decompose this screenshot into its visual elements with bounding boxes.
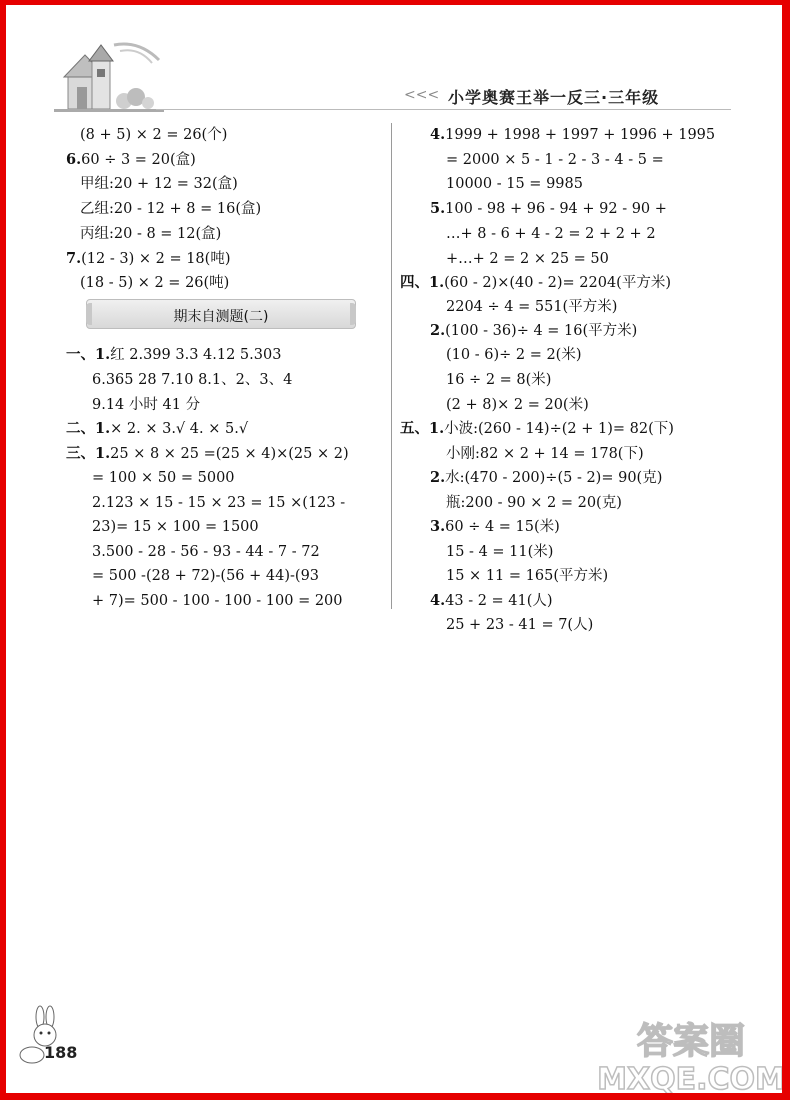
answer-text: 23)= 15 × 100 = 1500 [92,519,259,535]
answer-line [92,542,320,562]
answer-text: 6.365 28 7.10 8.1、2、3、4 [92,372,293,388]
answer-line [446,174,583,194]
answer-text: 60 ÷ 4 = 15(米) [445,519,560,535]
book-title: 小学奥赛王举一反三·三年级 [448,88,660,107]
question-number: 3. [430,518,446,535]
answer-text: = 2000 × 5 - 1 - 2 - 3 - 4 - 5 = [446,152,664,168]
answer-line [66,249,230,269]
answer-text: (100 - 36)÷ 4 = 16(平方米) [445,323,638,339]
answer-text: 15 - 4 = 11(米) [446,544,554,560]
answer-line [400,273,671,293]
answer-line [446,224,656,244]
page-number: 188 [44,1043,78,1062]
answer-text: 16 ÷ 2 = 8(米) [446,372,552,388]
answer-line [446,249,609,269]
answer-text: (12 - 3) × 2 = 18(吨) [81,251,231,267]
page-number-area [18,1005,98,1075]
answer-line [80,125,227,145]
answer-line [66,345,281,365]
answer-text: 100 - 98 + 96 - 94 + 92 - 90 + [445,201,667,217]
answer-line [92,566,319,586]
answer-text: 15 × 11 = 165(平方米) [446,568,609,584]
answer-text: 甲组:20 + 12 = 32(盒) [80,176,238,192]
watermark-text-top: 答案圈 [636,1021,746,1062]
answer-text: + 7)= 500 - 100 - 100 - 100 = 200 [92,593,343,609]
answer-page [6,5,785,1095]
question-number: 二、1. [66,420,111,437]
question-number: 五、1. [400,420,445,437]
answer-text: 小刚:82 × 2 + 14 = 178(下) [446,446,644,462]
answer-text: 丙组:20 - 8 = 12(盒) [80,226,222,242]
question-number: 7. [66,250,82,267]
section-title: 期末自测题(二) [173,309,269,325]
answer-line [92,493,345,513]
answer-line [66,444,349,464]
answer-line [66,419,248,439]
answer-text: 25 + 23 - 41 = 7(人) [446,617,594,633]
answer-line [430,321,637,341]
question-number: 一、1. [66,346,111,363]
answer-text: 60 ÷ 3 = 20(盒) [81,152,196,168]
answer-text: (60 - 2)×(40 - 2)= 2204(平方米) [444,275,671,291]
answer-text: (2 + 8)× 2 = 20(米) [446,397,589,413]
answer-line [430,125,715,145]
question-number: 三、1. [66,445,111,462]
answer-text: 25 × 8 × 25 =(25 × 4)×(25 × 2) [110,446,349,462]
question-number: 2. [430,322,446,339]
question-number: 2. [430,469,446,486]
answer-line [80,224,221,244]
answer-text: 瓶:200 - 90 × 2 = 20(克) [446,495,622,511]
answer-text: (8 + 5) × 2 = 26(个) [80,127,228,143]
answer-line [446,542,553,562]
answer-line [430,591,553,611]
answer-line [446,566,608,586]
answer-line [446,615,593,635]
answer-line [446,150,664,170]
answer-line [80,174,238,194]
house-illustration [54,35,164,115]
answer-text: 水:(470 - 200)÷(5 - 2)= 90(克) [445,470,663,486]
answer-text: 2204 ÷ 4 = 551(平方米) [446,299,618,315]
answer-text: 3.500 - 28 - 56 - 93 - 44 - 7 - 72 [92,544,320,560]
section-header [86,299,356,329]
answer-line [92,370,292,390]
answer-line [446,297,617,317]
header-rule [156,109,731,110]
question-number: 6. [66,151,82,168]
question-number: 4. [430,592,446,609]
answer-text: 43 - 2 = 41(人) [445,593,553,609]
answer-text: 1999 + 1998 + 1997 + 1996 + 1995 [445,127,716,143]
answer-line [430,468,662,488]
answer-text: 红 2.399 3.3 4.12 5.303 [110,347,282,363]
answer-line [430,199,667,219]
column-divider [391,123,392,609]
answer-line [80,273,229,293]
answer-line [66,150,196,170]
answer-text: (18 - 5) × 2 = 26(吨) [80,275,230,291]
answer-line [446,493,622,513]
answer-text: (10 - 6)÷ 2 = 2(米) [446,347,582,363]
answer-line [80,199,261,219]
answer-text: × 2. × 3.√ 4. × 5.√ [110,421,249,437]
answer-line [400,419,674,439]
answer-line [446,444,644,464]
watermark-text-bottom: MXQE.COM [597,1062,785,1095]
answer-line [92,517,259,537]
answer-line [430,517,560,537]
question-number: 四、1. [400,274,445,291]
answer-text: = 500 -(28 + 72)-(56 + 44)-(93 [92,568,320,584]
answer-line [92,591,343,611]
answer-line [446,395,589,415]
answer-line [92,395,200,415]
answer-line [446,370,551,390]
answer-text: +…+ 2 = 2 × 25 = 50 [446,251,609,267]
answer-line [446,345,582,365]
answer-text: 2.123 × 15 - 15 × 23 = 15 ×(123 - [92,495,346,511]
answer-text: 9.14 小时 41 分 [92,397,201,413]
answer-text: 10000 - 15 = 9985 [446,176,583,192]
answer-text: 乙组:20 - 12 + 8 = 16(盒) [80,201,262,217]
watermark-logo [596,1015,785,1095]
answer-text: …+ 8 - 6 + 4 - 2 = 2 + 2 + 2 [446,226,656,242]
answer-text: 小波:(260 - 14)÷(2 + 1)= 82(下) [444,421,674,437]
question-number: 4. [430,126,446,143]
question-number: 5. [430,200,446,217]
header-chevrons: <<< [404,87,440,103]
answer-text: = 100 × 50 = 5000 [92,470,235,486]
answer-line [92,468,235,488]
